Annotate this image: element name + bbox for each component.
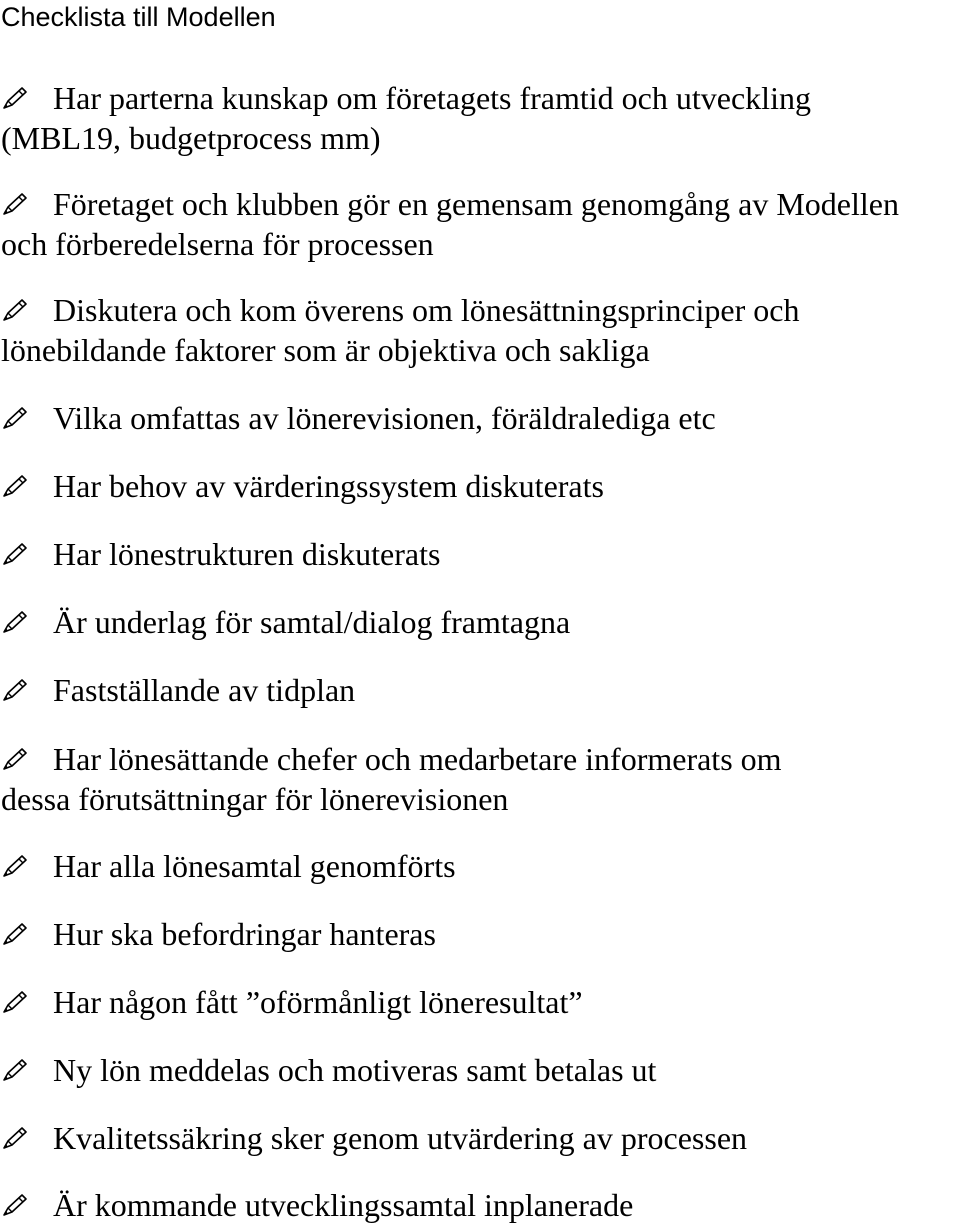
pencil-icon [1,1057,29,1083]
checklist-item-text: Har parterna kunskap om företagets framtid och utveckling [53,80,811,116]
pencil-icon [1,609,29,635]
pencil-icon [1,1192,29,1218]
pencil-icon [1,921,29,947]
pencil-icon [1,677,29,703]
checklist-item [0,982,960,1022]
checklist-item-text: Har lönestrukturen diskuterats [53,536,441,572]
checklist-item-text: Har lönesättande chefer och medarbetare informerats om [53,741,782,777]
checklist-item-text: Är kommande utvecklingssamtal inplanerade [53,1187,634,1223]
checklist-item [0,1050,960,1090]
checklist-item [0,78,960,158]
checklist-item-text: Har behov av värderingssystem diskuterats [53,468,604,504]
pencil-icon [1,853,29,879]
checklist-item-text-continued: dessa förutsättningar för lönerevisionen [1,781,509,817]
checklist-item [0,290,960,370]
checklist-item-text: Diskutera och kom överens om lönesättningsprinciper och [53,292,800,328]
checklist-item-text: Företaget och klubben gör en gemensam genomgång av Modellen [53,186,899,222]
checklist-item [0,534,960,574]
checklist-item [0,1185,960,1225]
checklist-item-text: Har någon fått ”oförmånligt löneresultat” [53,984,583,1020]
checklist-item [0,466,960,506]
checklist-item-text-continued: och förberedelserna för processen [1,226,434,262]
checklist-item-text: Kvalitetssäkring sker genom utvärdering av processen [53,1120,748,1156]
pencil-icon [1,405,29,431]
pencil-icon [1,989,29,1015]
checklist-item-text-continued: (MBL19, budgetprocess mm) [1,120,381,156]
checklist-item [0,1118,960,1158]
checklist-item-text: Är underlag för samtal/dialog framtagna [53,604,571,640]
checklist-item-text: Hur ska befordringar hanteras [53,916,436,952]
pencil-icon [1,297,29,323]
checklist-item [0,846,960,886]
pencil-icon [1,541,29,567]
checklist-item-text: Har alla lönesamtal genomförts [53,848,456,884]
checklist-item-text: Ny lön meddelas och motiveras samt betalas ut [53,1052,657,1088]
checklist-item-text: Vilka omfattas av lönerevisionen, föräldralediga etc [53,400,716,436]
pencil-icon [1,191,29,217]
checklist-item [0,739,960,819]
checklist-item [0,670,960,710]
page-title: Checklista till Modellen [1,2,276,32]
pencil-icon [1,85,29,111]
checklist-item [0,398,960,438]
pencil-icon [1,746,29,772]
checklist-item [0,914,960,954]
checklist-item [0,602,960,642]
checklist-item-text: Fastställande av tidplan [53,672,356,708]
checklist-item-text-continued: lönebildande faktorer som är objektiva och sakliga [1,332,650,368]
pencil-icon [1,473,29,499]
pencil-icon [1,1125,29,1151]
checklist-item [0,184,960,264]
